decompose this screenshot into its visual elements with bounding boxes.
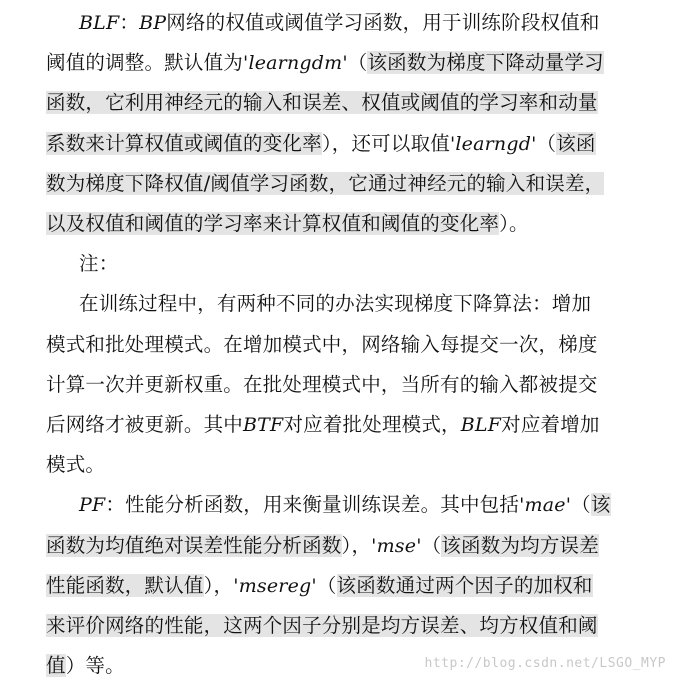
text-line [79, 8, 600, 38]
text-run: ：性能分析函数，用来衡量训练误差。其中包括 [105, 493, 520, 517]
math-term: 'learngdm' [243, 52, 348, 75]
math-term: 'mae' [519, 494, 572, 517]
text-line [46, 48, 604, 78]
text-line [46, 169, 604, 199]
text-run: 注： [79, 252, 119, 276]
text-run: （ [316, 573, 337, 597]
text-line [46, 88, 598, 118]
highlighted-text: 该 [590, 493, 611, 517]
text-run: ）， [203, 573, 234, 597]
highlighted-text: 以及权值和阈值的学习率来计算权值和阈值的变化率 [46, 212, 500, 235]
text-run: 网络的权值或阈值学习函数，用于训练阶段权值和 [166, 11, 600, 34]
text-line [46, 651, 125, 681]
text-line [46, 370, 598, 400]
text-run: （ [347, 51, 368, 75]
math-term: 'mse' [371, 534, 422, 557]
highlighted-text: 该函数为梯度下降动量学习 [367, 51, 604, 75]
math-term: BP [139, 12, 167, 34]
highlighted-text: 该函数通过两个因子的加权和 [336, 573, 593, 597]
highlighted-text: 函数，它利用神经元的输入和误差、权值或阈值的学习率和动量 [46, 91, 598, 115]
text-line [46, 330, 598, 360]
text-run: 后网络才被更新。其中 [46, 413, 244, 436]
text-line [79, 289, 591, 319]
text-line [46, 531, 599, 561]
text-run: 模式和批处理模式。在增加模式中，网络输入每提交一次，梯度 [46, 332, 598, 356]
text-line [46, 209, 529, 239]
text-run: ： [119, 11, 140, 34]
math-term: BTF [243, 414, 284, 436]
text-line [46, 571, 593, 601]
text-line [46, 410, 600, 440]
highlighted-text: 该函数为均方误差 [441, 533, 599, 557]
text-run: （ [421, 533, 442, 557]
math-term: BLF [460, 414, 502, 436]
math-term: BLF [79, 12, 120, 34]
text-run: 对应着批处理模式， [283, 413, 461, 436]
highlighted-text: 来评价网络的性能，这两个因子分别是均方误差、均方权值和阈 [46, 614, 598, 637]
math-term: 'learngd' [449, 132, 537, 155]
highlighted-text: 值 [46, 654, 66, 678]
text-run: 模式。 [46, 453, 106, 477]
text-run: ），还可以取值 [321, 131, 450, 155]
math-term: 'msereg' [233, 574, 317, 597]
highlighted-text: 函数为均值绝对误差性能分析函数 [46, 533, 342, 557]
watermark-url: http://blog.csdn.net/LSGO_MYP [424, 656, 666, 671]
text-line [46, 611, 598, 641]
text-run: （ [536, 131, 557, 155]
text-run: 计算一次并更新权重。在批处理模式中，当所有的输入都被提交 [46, 372, 598, 396]
text-run: 在训练过程中，有两种不同的办法实现梯度下降算法：增加 [79, 292, 592, 316]
highlighted-text: 该函 [556, 131, 596, 155]
math-term: PF [79, 494, 106, 517]
text-line [79, 490, 611, 520]
text-run: 阈值的调整。默认值为 [46, 51, 244, 75]
text-line [79, 249, 118, 279]
text-line [46, 129, 596, 159]
highlighted-text: 数为梯度下降权值/阈值学习函数，它通过神经元的输入和误差， [46, 171, 605, 195]
text-line [46, 450, 105, 480]
text-run: 对应着增加 [501, 413, 600, 436]
highlighted-text: 系数来计算权值或阈值的变化率 [46, 131, 322, 155]
text-run: （ [571, 493, 591, 517]
highlighted-text: 性能函数，默认值 [46, 573, 204, 597]
text-run: ）等。 [65, 654, 125, 678]
text-run: ）， [341, 533, 372, 557]
text-run: ）。 [499, 212, 529, 235]
